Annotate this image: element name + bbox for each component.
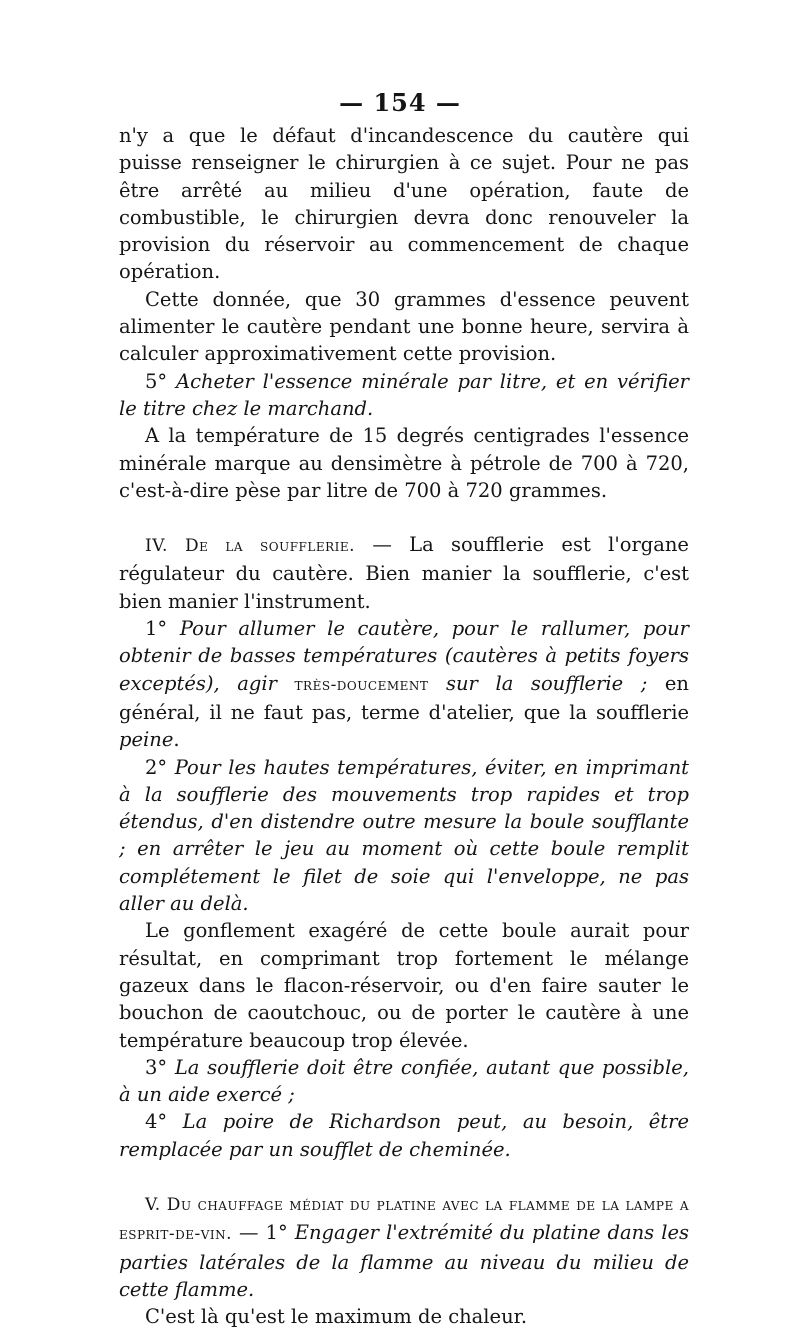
section-heading: IV. De la soufflerie. xyxy=(145,536,356,557)
paragraph: C'est là qu'est le maximum de chaleur. xyxy=(145,1305,528,1329)
rule-text: La poire de Richardson peut, au besoin, être remplacée par un soufflet de cheminée. xyxy=(119,1110,689,1161)
rule-number: 5° xyxy=(145,369,168,393)
rule-2 xyxy=(119,754,689,918)
rule-number: 4° xyxy=(145,1110,168,1134)
rule-text-3: peine xyxy=(119,728,174,752)
rule-number: 1° xyxy=(265,1221,288,1245)
rule-4 xyxy=(119,1108,689,1163)
rule-number: 2° xyxy=(145,755,168,779)
dash: — xyxy=(355,533,410,557)
paragraph: Le gonflement exagéré de cette boule aurait pour résultat, en comprimant trop fortement le mélange gazeux dans le flacon-réservoir, ou d'en faire sauter le bouchon de caoutchouc, ou de porter le cautère à une température beaucoup trop élevée. xyxy=(119,919,689,1052)
rule-roman: en général, il ne faut pas, terme d'atelier, que la soufflerie xyxy=(119,671,689,724)
paragraph: n'y a que le défaut d'incandescence du cautère qui puisse renseigner le chirurgien à ce sujet. Pour ne pas être arrêté au milieu d'une opération, faute de combustible, le chirurgien devra donc renouveler la provision du réservoir au commencement de chaque opération. xyxy=(119,124,689,284)
section-iv xyxy=(119,531,689,615)
paragraph: A la température de 15 degrés centigrades l'essence minérale marque au densimètre à pétrole de 700 à 720, c'est-à-dire pèse par litre de 700 à 720 grammes. xyxy=(119,424,689,502)
rule-text: La soufflerie doit être confiée, autant que possible, à un aide exercé ; xyxy=(119,1055,689,1107)
body-text xyxy=(119,122,689,1330)
rule-end: . xyxy=(173,728,180,752)
rule-text: Acheter l'essence minérale par litre, et en vérifier le titre chez le marchand. xyxy=(119,369,689,420)
emphasis-smallcaps: très-doucement xyxy=(294,674,429,695)
paragraph: Cette donnée, que 30 grammes d'essence peuvent alimenter le cautère pendant une bonne heure, servira à calculer approximativement cette provision. xyxy=(119,287,689,366)
section-v xyxy=(119,1190,689,1303)
section-text: La soufflerie est l'organe régulateur du cautère. Bien manier la soufflerie, c'est bien manier l'instrument. xyxy=(119,533,689,613)
rule-number: 1° xyxy=(145,617,168,641)
rule-3 xyxy=(119,1054,689,1109)
rule-text: Engager l'extrémité du platine dans les parties latérales de la flamme au niveau du milieu de cette flamme. xyxy=(119,1221,689,1301)
rule-text: Pour les hautes températures, éviter, en imprimant à la soufflerie des mouvements trop rapides et trop étendus, d'en distendre outre mesure la boule soufflante ; en arrêter le jeu au moment où cette boule remplit complétement le filet de soie qui l'enveloppe, ne pas aller au delà. xyxy=(119,755,690,916)
rule-text: Pour allumer le cautère, pour le rallumer, pour obtenir de basses températures (cautères à petits foyers exceptés), agir xyxy=(119,617,689,695)
rule-number: 3° xyxy=(145,1055,168,1079)
section-heading: V. Du chauffage médiat du platine avec la flamme de la lampe a esprit-de-vin. xyxy=(119,1194,689,1245)
page-number: — 154 — xyxy=(339,88,461,117)
rule-5 xyxy=(119,368,689,423)
rule-text-2: sur la soufflerie ; xyxy=(445,671,648,695)
rule-1 xyxy=(119,615,689,753)
dash: — xyxy=(232,1221,266,1245)
